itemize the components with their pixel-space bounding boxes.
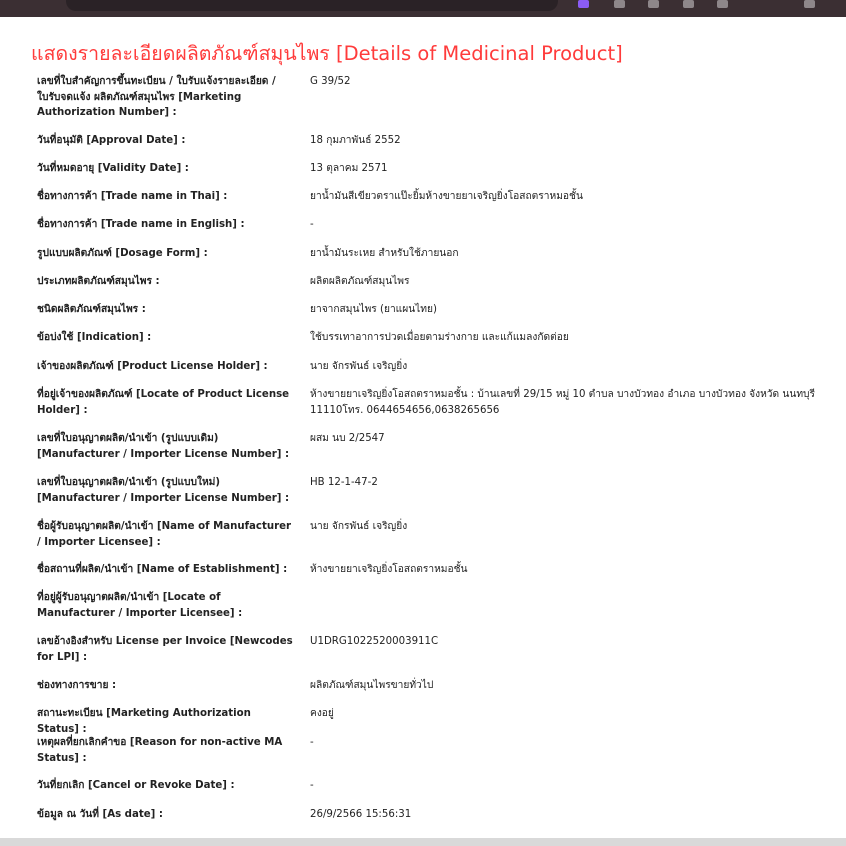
- detail-label: วันที่อนุมัติ [Approval Date] :: [37, 135, 186, 146]
- detail-value: นาย จักรพันธ์ เจริญยิ่ง: [310, 521, 408, 532]
- detail-value: G 39/52: [310, 76, 351, 87]
- tabs-icon[interactable]: [717, 0, 728, 8]
- detail-label: รูปแบบผลิตภัณฑ์ [Dosage Form] :: [37, 248, 208, 259]
- share-icon[interactable]: [614, 0, 625, 8]
- detail-value: 13 ตุลาคม 2571: [310, 163, 388, 174]
- detail-value: 26/9/2566 15:56:31: [310, 809, 412, 820]
- product-detail-page: [0, 17, 846, 838]
- detail-value: 18 กุมภาพันธ์ 2552: [310, 135, 401, 146]
- detail-value: ผลิตผลิตภัณฑ์สมุนไพร: [310, 276, 410, 287]
- detail-label: เลขที่ใบสำคัญการขึ้นทะเบียน / ใบรับแจ้งรายละเอียด / ใบรับจดแจ้ง ผลิตภัณฑ์สมุนไพร [Marketing Authorization Number] :: [37, 76, 276, 118]
- detail-value: ใช้บรรเทาอาการปวดเมื่อยตามร่างกาย และแก้แมลงกัดต่อย: [310, 332, 569, 343]
- detail-value: ผลิตภัณฑ์สมุนไพรขายทั่วไป: [310, 680, 434, 691]
- detail-label: เลขอ้างอิงสำหรับ License per Invoice [Newcodes for LPI] :: [37, 636, 293, 663]
- profile-icon[interactable]: [804, 0, 815, 8]
- detail-value: ยาจากสมุนไพร (ยาแผนไทย): [310, 304, 437, 315]
- detail-label: ข้อมูล ณ วันที่ [As date] :: [37, 809, 163, 820]
- detail-value: นาย จักรพันธ์ เจริญยิ่ง: [310, 361, 408, 372]
- detail-value: -: [310, 219, 314, 230]
- address-bar[interactable]: [66, 0, 558, 11]
- detail-label: เหตุผลที่ยกเลิกคำขอ [Reason for non-active MA Status] :: [37, 737, 283, 764]
- detail-label: วันที่ยกเลิก [Cancel or Revoke Date] :: [37, 780, 235, 791]
- detail-value: U1DRG1022520003911C: [310, 636, 439, 647]
- detail-label: ประเภทผลิตภัณฑ์สมุนไพร :: [37, 276, 160, 287]
- detail-label: ชนิดผลิตภัณฑ์สมุนไพร :: [37, 304, 146, 315]
- detail-value: ผสม นบ 2/2547: [310, 433, 385, 444]
- detail-value: คงอยู่: [310, 708, 334, 719]
- detail-value: HB 12-1-47-2: [310, 477, 378, 488]
- detail-value: ยาน้ำมันระเหย สำหรับใช้ภายนอก: [310, 248, 459, 259]
- detail-label: เลขที่ใบอนุญาตผลิต/นำเข้า (รูปแบบใหม่) [Manufacturer / Importer License Number] :: [37, 477, 290, 504]
- detail-label: ข้อบ่งใช้ [Indication] :: [37, 332, 152, 343]
- detail-value: -: [310, 737, 314, 748]
- detail-label: เลขที่ใบอนุญาตผลิต/นำเข้า (รูปแบบเดิม) [Manufacturer / Importer License Number] :: [37, 433, 290, 460]
- page-title: แสดงรายละเอียดผลิตภัณฑ์สมุนไพร [Details of Medicinal Product]: [31, 42, 623, 65]
- document-icon[interactable]: [648, 0, 659, 8]
- detail-label: ที่อยู่ผู้รับอนุญาตผลิต/นำเข้า [Locate of Manufacturer / Importer Licensee] :: [37, 592, 243, 619]
- refresh-icon[interactable]: [683, 0, 694, 8]
- detail-label: สถานะทะเบียน [Marketing Authorization Status] :: [37, 708, 251, 735]
- bottom-scroll-area: [0, 838, 846, 846]
- detail-label: ช่องทางการขาย :: [37, 680, 117, 691]
- detail-label: ชื่อทางการค้า [Trade name in English] :: [37, 219, 245, 230]
- detail-value: ห้างขายยาเจริญยิ่งโอสถตราหมอชั้น : บ้านเลขที่ 29/15 หมู่ 10 ตำบล บางบัวทอง อำเภอ บางบัวทอง จังหวัด นนทบุรี 11110โทร. 0644654656,0638265656: [310, 389, 815, 416]
- browser-toolbar: [0, 0, 846, 17]
- detail-label: ที่อยู่เจ้าของผลิตภัณฑ์ [Locate of Product License Holder] :: [37, 389, 290, 416]
- detail-label: ชื่อทางการค้า [Trade name in Thai] :: [37, 191, 228, 202]
- extension-icon[interactable]: [578, 0, 589, 8]
- detail-value: ห้างขายยาเจริญยิ่งโอสถตราหมอชั้น: [310, 564, 468, 575]
- detail-label: ชื่อสถานที่ผลิต/นำเข้า [Name of Establishment] :: [37, 564, 288, 575]
- detail-value: -: [310, 780, 314, 791]
- detail-label: เจ้าของผลิตภัณฑ์ [Product License Holder] :: [37, 361, 268, 372]
- detail-label: ชื่อผู้รับอนุญาตผลิต/นำเข้า [Name of Manufacturer / Importer Licensee] :: [37, 521, 292, 548]
- detail-value: ยาน้ำมันสีเขียวตราแป๊ะยิ้มห้างขายยาเจริญยิ่งโอสถตราหมอชั้น: [310, 191, 583, 202]
- detail-label: วันที่หมดอายุ [Validity Date] :: [37, 163, 189, 174]
